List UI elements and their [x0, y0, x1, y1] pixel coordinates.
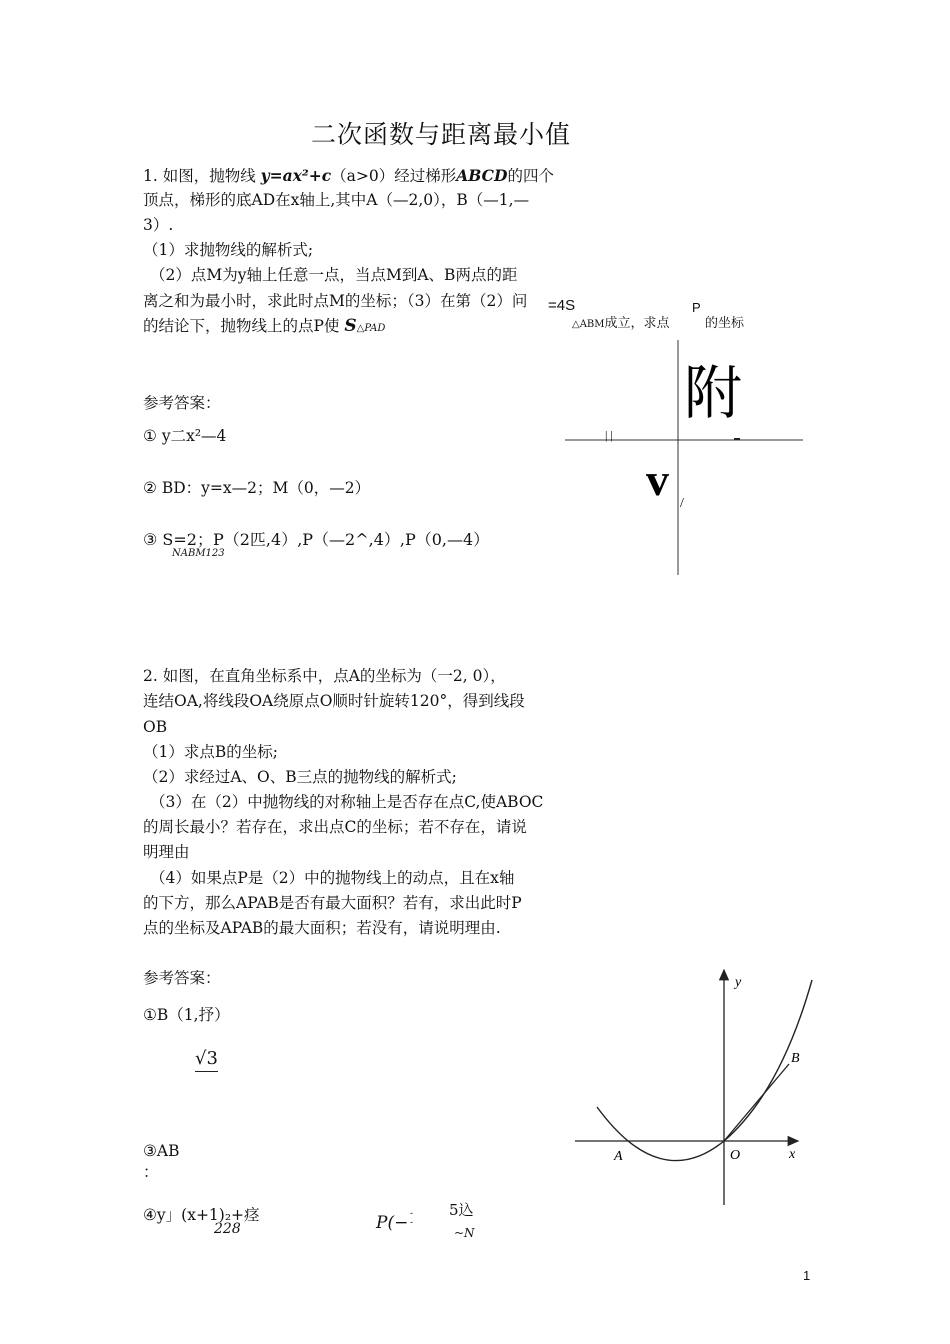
- q1-answers-label: 参考答案：: [143, 394, 221, 412]
- q2-graph-parabola: [597, 980, 812, 1161]
- q1-part1: （1）求抛物线的解析式;: [143, 241, 314, 259]
- q2-graph-segment-ob: [724, 1064, 789, 1141]
- q1-answer-2: ② BD：y=x—2；M（0，—2）: [143, 479, 371, 497]
- q2-graph-label-a: A: [614, 1149, 623, 1164]
- q2-part3c: 明理由: [143, 843, 190, 861]
- q2-line3: OB: [143, 718, 168, 736]
- q2-part2: （2）求经过A、O、B三点的抛物线的解析式;: [143, 768, 457, 786]
- q1-part3-text: 的结论下，抛物线上的点P使: [143, 317, 340, 335]
- q1-part3: [143, 314, 385, 341]
- q2-part4c: 点的坐标及APAB的最大面积；若没有，请说明理由.: [143, 919, 501, 937]
- q2-frac-bottom: ~N: [454, 1226, 475, 1240]
- q2-line1: 2. 如图，在直角坐标系中，点A的坐标为（一2, 0），: [143, 667, 506, 685]
- q1-figure-slash: /: [680, 496, 684, 511]
- q2-answer-2-sqrt: √3: [195, 1048, 218, 1072]
- q2-answer-4-main: ④y」(x+1)₂+痉: [143, 1206, 260, 1224]
- q1-figure: [560, 335, 810, 580]
- q1-overlay-sub: △ABM: [572, 319, 605, 330]
- q2-part1: （1）求点B的坐标;: [143, 743, 278, 761]
- q1-overlay-text: 成立，求点: [604, 316, 670, 331]
- q1-line3: 3）.: [143, 216, 174, 234]
- q1-equation: y=ax²+c: [260, 166, 332, 185]
- q2-answer-4: [143, 1203, 260, 1225]
- q2-line2: 连结OA,将线段OA绕原点O顺时针旋转120°，得到线段: [143, 692, 525, 710]
- q2-graph-label-y: y: [735, 975, 742, 990]
- q1-overlay-4s: =4S: [548, 297, 576, 314]
- page-title: 二次函数与距离最小值: [311, 120, 572, 149]
- q1-line2: 顶点，梯形的底AD在x轴上,其中A（—2,0），B（—1,—: [143, 191, 530, 209]
- q2-answer-3: ③AB: [143, 1142, 180, 1160]
- q2-graph: [565, 960, 825, 1210]
- q1-figure-ticks: | |: [605, 428, 613, 442]
- q1-abcd: ABCD: [456, 166, 508, 185]
- q1-line1: [143, 163, 554, 189]
- q2-answer-3-colon: ：: [143, 1163, 159, 1181]
- q1-figure-v: v: [646, 454, 669, 505]
- q2-frac-mark: - -: [410, 1209, 414, 1228]
- q1-overlay-p: P: [692, 300, 701, 315]
- q1-answer-3-sub: NABM123: [172, 548, 225, 559]
- q2-part4b: 的下方，那么APAB是否有最大面积？若有，求出此时P: [143, 894, 522, 912]
- q1-overlay-line: [572, 312, 670, 331]
- q2-frac-top: 5込: [449, 1201, 474, 1219]
- q1-line1a: 1. 如图，抛物线: [143, 167, 261, 185]
- q2-graph-label-b: B: [791, 1051, 800, 1066]
- q1-part2b: 离之和为最小时，求此时点M的坐标；（3）在第（2）问: [143, 292, 528, 310]
- q1-s-symbol: S: [344, 316, 357, 336]
- q2-answers-label: 参考答案：: [143, 969, 221, 987]
- q2-answer-p: P(−: [376, 1213, 409, 1233]
- q1-overlay-end: 的坐标: [705, 316, 745, 331]
- q2-answer-1: ①B（1,抒）: [143, 1006, 230, 1024]
- q1-answer-1: ① y二x²—4: [143, 427, 227, 445]
- q2-answer-4-sub: 228: [214, 1221, 241, 1237]
- q2-graph-label-o: O: [730, 1148, 741, 1163]
- q2-part3a: （3）在（2）中抛物线的对称轴上是否存在点C,使ABOC: [150, 793, 544, 811]
- q1-part2a: （2）点M为y轴上任意一点，当点M到A、B两点的距: [150, 266, 518, 284]
- q2-part4a: （4）如果点P是（2）中的抛物线上的动点，且在x轴: [150, 869, 515, 887]
- q1-line1c: 的四个: [507, 167, 554, 185]
- q1-answer-3: ③ S=2；P（2匹,4）,P（—2^,4）,P（0,—4）: [143, 530, 490, 549]
- q1-line1b: （a>0）经过梯形: [331, 167, 457, 185]
- q2-graph-label-x: x: [789, 1147, 796, 1162]
- q2-part3b: 的周长最小？若存在，求出点C的坐标；若不存在，请说: [143, 818, 527, 836]
- page-number: 1: [803, 1268, 811, 1283]
- q1-figure-glyph: 附: [684, 361, 743, 426]
- q1-s-subscript: △PAD: [356, 323, 386, 334]
